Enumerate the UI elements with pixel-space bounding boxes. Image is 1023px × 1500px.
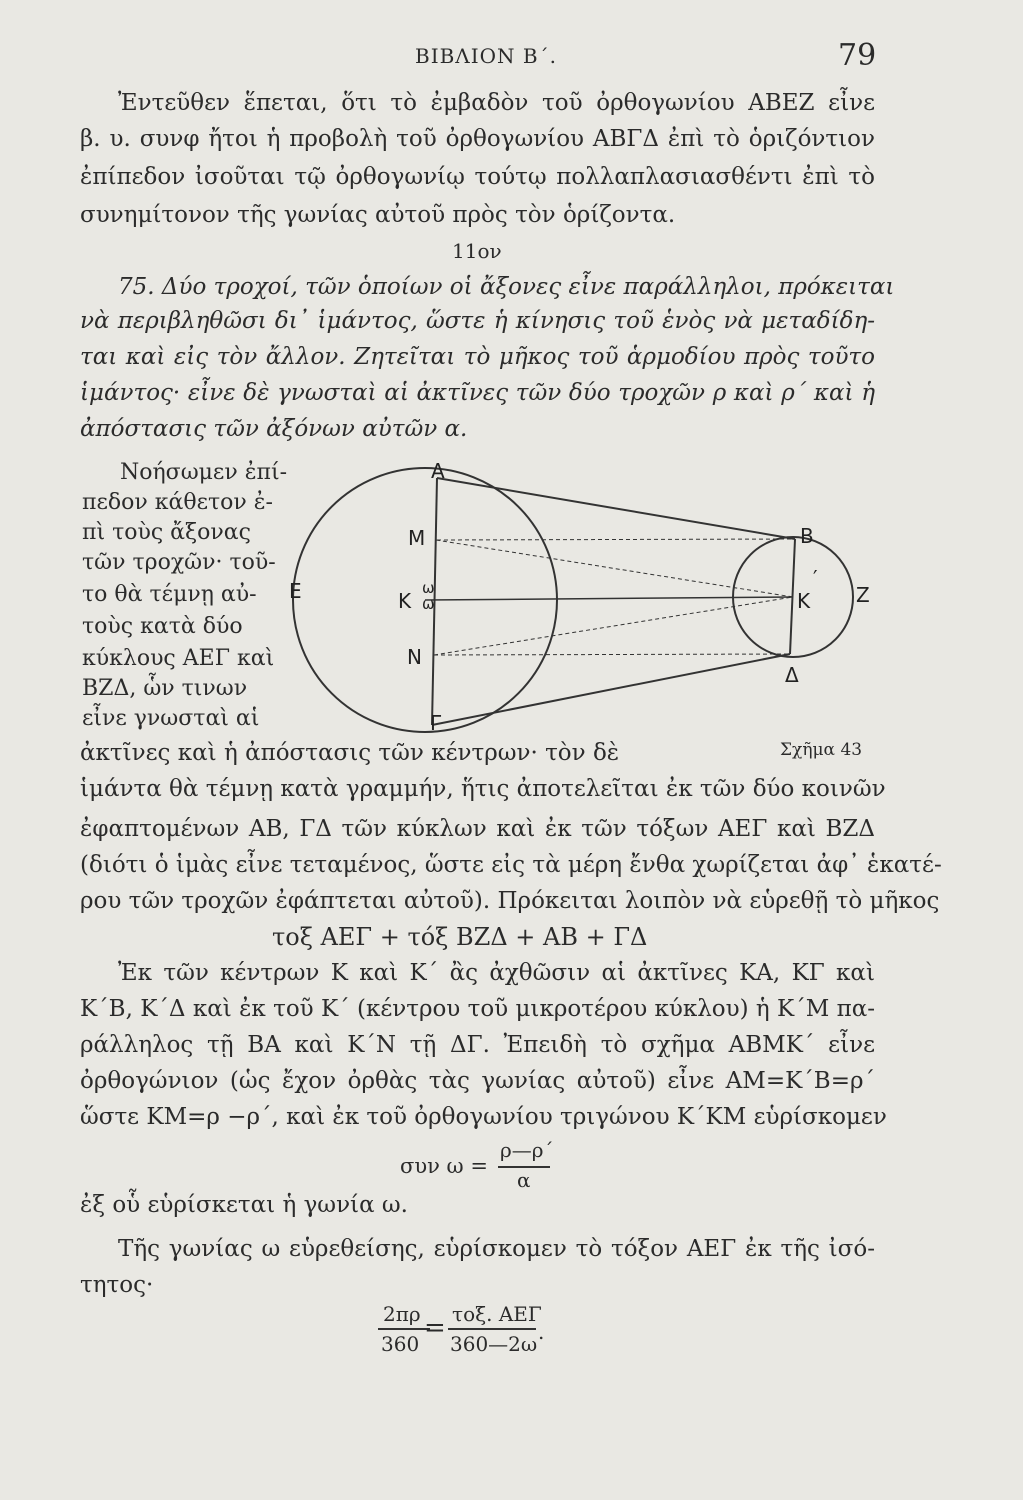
body-line: ἱμάντα θὰ τέμνῃ κατὰ γραμμήν, ἥτις ἀποτελεῖται ἐκ τῶν δύο κοινῶν <box>80 776 886 802</box>
label-omega-top: ω <box>422 579 435 597</box>
fraction-bar <box>378 1328 430 1330</box>
figure-caption: Σχῆμα 43 <box>780 740 863 760</box>
dashed-guide <box>437 539 795 540</box>
label-k-prime: K <box>797 589 811 613</box>
label-k: K <box>398 589 412 613</box>
label-z: Z <box>856 583 870 607</box>
fraction-bar <box>448 1328 536 1330</box>
formula-left-denominator: 360 <box>381 1332 420 1356</box>
label-b: B <box>800 524 814 548</box>
running-header: ΒΙΒΛΙΟΝ Β΄. <box>415 44 557 68</box>
label-e: E <box>289 579 302 603</box>
body-line: ρου τῶν τροχῶν ἐφάπτεται αὐτοῦ). Πρόκειται λοιπὸν νὰ εὑρεθῇ τὸ μῆκος <box>80 888 940 914</box>
label-a: A <box>431 459 445 483</box>
tangent-gd <box>432 654 790 725</box>
intro-line: συνημίτονον τῆς γωνίας αὐτοῦ πρὸς τὸν ὁρίζοντα. <box>80 202 676 228</box>
body-line: (διότι ὁ ἱμὰς εἶνε τεταμένος, ὥστε εἰς τὰ μέρη ἔνθα χωρίζεται ἀφ᾽ ἑκατέ- <box>80 852 942 878</box>
label-n: N <box>407 645 422 669</box>
formula-cos-lhs: συν ω = <box>400 1154 488 1178</box>
formula-left-numerator: 2πρ <box>383 1302 421 1326</box>
body-line: Κ΄Β, Κ΄Δ καὶ ἐκ τοῦ Κ΄ (κέντρου τοῦ μικροτέρου κύκλου) ἡ Κ΄Μ πα- <box>80 996 875 1022</box>
problem-line: ἀπόστασις τῶν ἀξόνων αὐτῶν α. <box>80 416 468 442</box>
label-prime: ′ <box>813 566 818 590</box>
formula-right-denominator: 360—2ω <box>450 1332 538 1356</box>
wrap-line: κύκλους ΑΕΓ καὶ <box>82 646 275 671</box>
body-line: ἐξ οὗ εὑρίσκεται ἡ γωνία ω. <box>80 1192 408 1218</box>
body-line: τητος· <box>80 1272 154 1298</box>
formula-cos-numerator: ρ—ρ΄ <box>500 1138 554 1162</box>
section-marker: 11ον <box>452 239 502 263</box>
parallel-kn <box>434 597 793 655</box>
intro-line: ἐπίπεδον ἰσοῦται τῷ ὀρθογωνίῳ τούτῳ πολλαπλασιασθέντι ἐπὶ τὸ <box>80 164 875 190</box>
center-line <box>425 597 793 600</box>
label-delta: Δ <box>785 663 799 687</box>
wrap-line: τῶν τροχῶν· τοῦ- <box>82 550 276 575</box>
problem-line: ται καὶ εἰς τὸν ἄλλον. Ζητεῖται τὸ μῆκος τοῦ ἁρμοδίου πρὸς τοῦτο <box>80 344 875 370</box>
label-m: M <box>408 526 426 550</box>
formula-equals: = <box>424 1313 446 1343</box>
label-omega-bottom: ω <box>422 595 435 613</box>
formula-belt-length: τοξ ΑΕΓ + τόξ ΒΖΔ + ΑΒ + ΓΔ <box>272 923 648 951</box>
body-line: ὥστε ΚΜ=ρ −ρ΄, καὶ ἐκ τοῦ ὀρθογωνίου τριγώνου Κ΄ΚΜ εὑρίσκομεν <box>80 1104 887 1130</box>
problem-line: ἱμάντος· εἶνε δὲ γνωσταὶ αἱ ἀκτῖνες τῶν δύο τροχῶν ρ καὶ ρ΄ καὶ ἡ <box>80 380 875 406</box>
problem-line: νὰ περιβληθῶσι δι᾽ ἱμάντος, ὥστε ἡ κίνησις τοῦ ἑνὸς νὰ μεταδίδη- <box>80 308 875 334</box>
dashed-guide <box>434 654 790 655</box>
body-line: Ἐκ τῶν κέντρων Κ καὶ Κ΄ ἂς ἀχθῶσιν αἱ ἀκτῖνες ΚΑ, ΚΓ καὶ <box>118 960 875 986</box>
formula-period: . <box>538 1320 545 1344</box>
wrap-line: Νοήσωμεν ἐπί- <box>120 460 288 485</box>
body-line: ὀρθογώνιον (ὡς ἔχον ὀρθὰς τὰς γωνίας αὐτοῦ) εἶνε ΑΜ=Κ΄Β=ρ΄ <box>80 1068 875 1094</box>
formula-cos-denominator: α <box>517 1168 531 1192</box>
intro-line: Ἐντεῦθεν ἕπεται, ὅτι τὸ ἐμβαδὸν τοῦ ὀρθογωνίου ΑΒΕΖ εἶνε <box>118 90 875 116</box>
body-line: ἐφαπτομένων ΑΒ, ΓΔ τῶν κύκλων καὶ ἐκ τῶν τόξων ΑΕΓ καὶ ΒΖΔ <box>80 816 875 842</box>
wrap-line: πὶ τοὺς ἄξονας <box>82 520 251 545</box>
wrap-line: ΒΖΔ, ὧν τινων <box>82 676 248 701</box>
page-number: 79 <box>838 38 877 73</box>
formula-right-numerator: τοξ. ΑΕΓ <box>452 1302 542 1326</box>
body-line: ἀκτῖνες καὶ ἡ ἀπόστασις τῶν κέντρων· τὸν δὲ <box>80 740 620 766</box>
tangent-ab <box>437 478 795 539</box>
wrap-line: πεδον κάθετον ἐ- <box>82 490 273 515</box>
wrap-line: τοὺς κατὰ δύο <box>82 614 243 639</box>
body-line: Τῆς γωνίας ω εὑρεθείσης, εὑρίσκομεν τὸ τόξον ΑΕΓ ἐκ τῆς ἰσό- <box>118 1236 875 1262</box>
label-gamma: Γ <box>430 711 442 735</box>
body-line: ράλληλος τῇ ΒΑ καὶ Κ΄Ν τῇ ΔΓ. Ἐπειδὴ τὸ σχῆμα ΑΒΜΚ΄ εἶνε <box>80 1032 875 1058</box>
problem-line: 75. Δύο τροχοί, τῶν ὁποίων οἱ ἄξονες εἶνε παράλληλοι, πρόκειται <box>118 274 895 300</box>
wrap-line: εἶνε γνωσταὶ αἱ <box>82 706 260 731</box>
intro-line: β. υ. συνφ ἤτοι ἡ προβολὴ τοῦ ὀρθογωνίου ΑΒΓΔ ἐπὶ τὸ ὁριζόντιον <box>80 126 875 152</box>
wrap-line: το θὰ τέμνῃ αὐ- <box>82 582 257 607</box>
